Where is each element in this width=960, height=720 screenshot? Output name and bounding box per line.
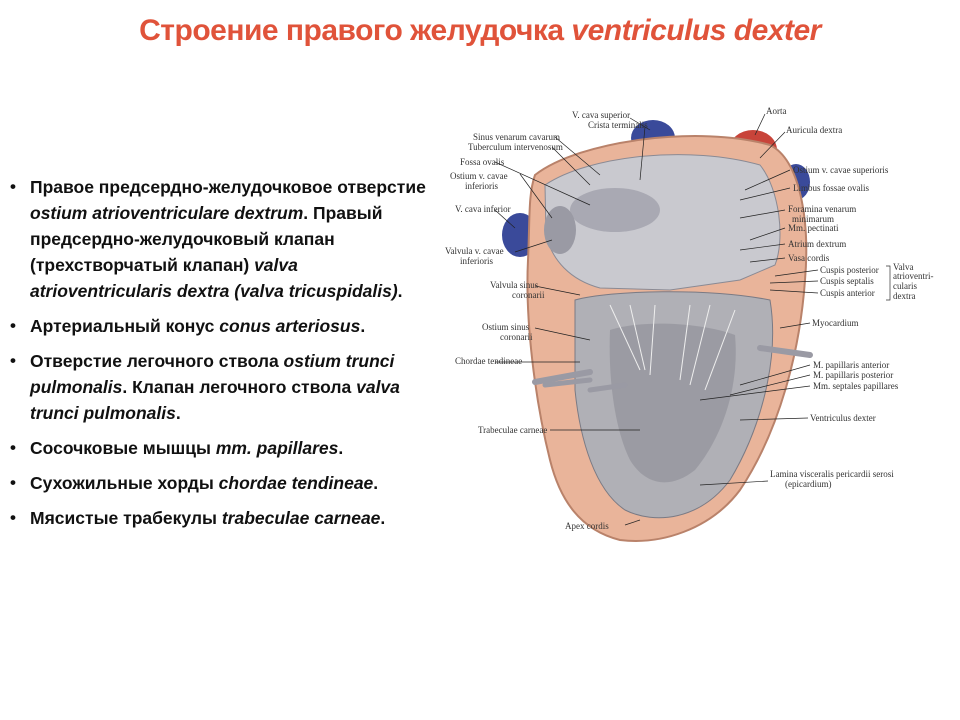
bullet-text: . <box>360 316 366 336</box>
bullet-text: Отверстие легочного ствола <box>30 351 284 371</box>
heart-illustration <box>440 100 950 550</box>
label-valva-1: Valva <box>893 262 914 272</box>
bullet-text: . Правый предсердно-желудочковый клапан (трехстворчатый клапан) <box>30 203 383 275</box>
bullet-latin-term: ostium atrioventriculare dextrum <box>30 203 304 223</box>
label-valvula-v-cavae-1: Valvula v. cavae <box>445 246 504 256</box>
label-cuspis-posterior: Cuspis posterior <box>820 265 879 275</box>
label-aorta: Aorta <box>766 106 787 116</box>
label-vasa-cordis: Vasa cordis <box>788 253 830 263</box>
label-valvula-v-cavae-2: inferioris <box>460 256 493 266</box>
label-ostium-v-cavae-inf-2: inferioris <box>465 181 498 191</box>
fossa-ovalis-shape <box>570 188 660 232</box>
bullet-latin-term: conus arteriosus <box>219 316 361 336</box>
label-v-cava-inferior: V. cava inferior <box>455 204 511 214</box>
label-cuspis-anterior: Cuspis anterior <box>820 288 875 298</box>
label-cuspis-septalis: Cuspis septalis <box>820 276 874 286</box>
bullet-text: Правое предсердно-желудочковое отверстие <box>30 177 426 197</box>
label-valva-3: cularis <box>893 281 917 291</box>
label-m-pap-anterior: M. papillaris anterior <box>813 360 890 370</box>
bullet-list <box>8 174 428 540</box>
bullet-item <box>8 348 428 426</box>
bullet-latin-term: valva trunci pulmonalis <box>30 377 400 423</box>
valva-bracket <box>886 266 890 300</box>
label-valva-2: atrioventri- <box>893 271 934 281</box>
bullet-text: Сухожильные хорды <box>30 473 219 493</box>
bullet-latin-term: trabeculae carneae <box>221 508 381 528</box>
label-trabeculae: Trabeculae carneae <box>478 425 548 435</box>
label-ostium-sinus-2: coronarii <box>500 332 533 342</box>
label-ventriculus-dexter: Ventriculus dexter <box>810 413 876 423</box>
label-foramina-1: Foramina venarum <box>788 204 857 214</box>
label-v-cava-superior: V. cava superior <box>572 110 631 120</box>
bullet-latin-term: chordae tendineae <box>218 473 374 493</box>
label-ostium-v-cavae-inf-1: Ostium v. cavae <box>450 171 508 181</box>
label-valvula-sinus-1: Valvula sinus <box>490 280 539 290</box>
bullet-latin-term: ostium trunci pulmonalis <box>30 351 395 397</box>
bullet-item <box>8 313 428 339</box>
bullet-item <box>8 470 428 496</box>
label-crista-terminalis: Crista terminalis <box>588 120 648 130</box>
bullet-text: . Клапан легочного ствола <box>122 377 357 397</box>
bullet-item <box>8 174 428 304</box>
bullet-item <box>8 505 428 531</box>
bullet-text: Артериальный конус <box>30 316 220 336</box>
label-valva-4: dextra <box>893 291 916 301</box>
label-myocardium: Myocardium <box>812 318 859 328</box>
label-lamina-2: (epicardium) <box>785 479 832 489</box>
bullet-text: Сосочковые мышцы <box>30 438 216 458</box>
title-plain: Строение правого желудочка <box>139 14 572 47</box>
label-lamina-1: Lamina visceralis pericardii serosi <box>770 469 894 479</box>
bullet-text: . <box>397 281 403 301</box>
label-ostium-v-cavae-sup: Ostium v. cavae superioris <box>793 165 889 175</box>
label-valvula-sinus-2: coronarii <box>512 290 545 300</box>
label-auricula-dextra: Auricula dextra <box>786 125 843 135</box>
label-mm-septales: Mm. septales papillares <box>813 381 899 391</box>
bullet-text: . <box>175 403 181 423</box>
bullet-item <box>8 435 428 461</box>
label-ostium-sinus-1: Ostium sinus <box>482 322 530 332</box>
label-fossa-ovalis: Fossa ovalis <box>460 157 505 167</box>
bullet-text: Мясистые трабекулы <box>30 508 222 528</box>
label-chordae: Chordae tendineae <box>455 356 523 366</box>
label-foramina-2: minimarum <box>792 214 834 224</box>
label-apex: Apex cordis <box>565 521 609 531</box>
bullet-latin-term: mm. papillares <box>215 438 339 458</box>
label-tuberculum: Tuberculum intervenosum <box>468 142 563 152</box>
label-atrium-dextrum: Atrium dextrum <box>788 239 847 249</box>
bullet-latin-term: valva atrioventricularis dextra (valva tricuspidalis) <box>30 255 398 301</box>
slide-title <box>0 14 960 48</box>
label-limbus: Limbus fossae ovalis <box>793 183 869 193</box>
label-mm-pectinati: Mm. pectinati <box>788 223 839 233</box>
label-m-pap-posterior: M. papillaris posterior <box>813 370 894 380</box>
bullet-text: . <box>380 508 386 528</box>
label-sinus-venarum: Sinus venarum cavarum <box>473 132 560 142</box>
title-latin: ventriculus dexter <box>571 14 821 47</box>
bullet-text: . <box>373 473 379 493</box>
bullet-text: . <box>338 438 344 458</box>
